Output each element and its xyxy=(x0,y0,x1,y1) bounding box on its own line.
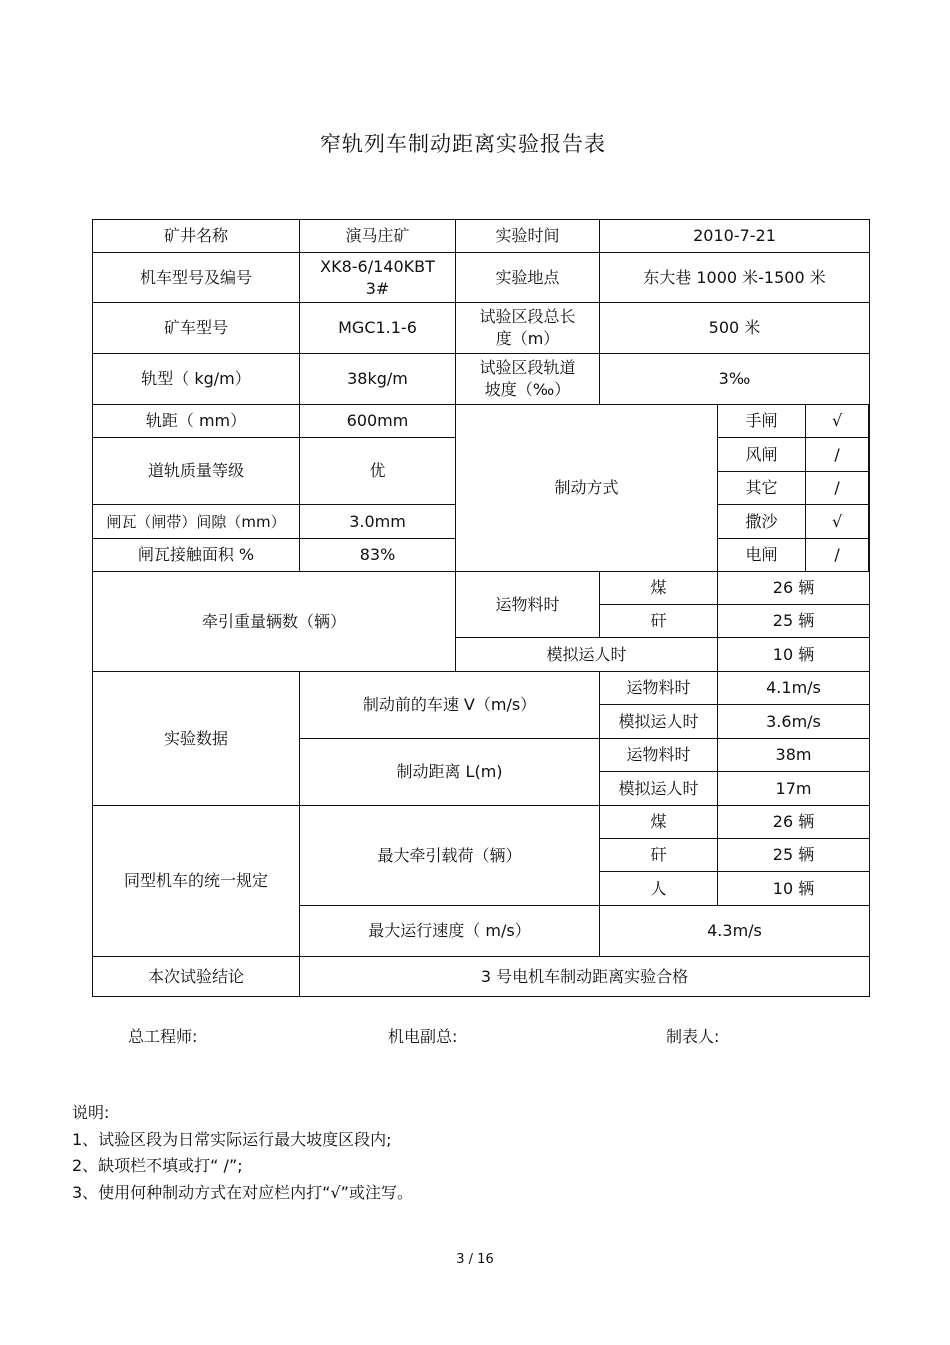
gauge-label: 轨距（ mm） xyxy=(93,405,300,438)
note-item-2: 2、缺项栏不填或打“ /”; xyxy=(72,1156,243,1175)
distance-material-label: 运物料时 xyxy=(600,739,718,772)
slope-label xyxy=(456,354,600,405)
test-location-value: 东大巷 1000 米-1500 米 xyxy=(600,253,870,303)
slope-label-line1: 试验区段轨道 xyxy=(479,358,576,377)
speed-label: 制动前的车速 V（m/s） xyxy=(300,672,600,739)
chief-engineer-signature: 总工程师: xyxy=(128,1027,198,1046)
brake-method-label: 制动方式 xyxy=(456,405,718,572)
brake-air-label: 风闸 xyxy=(718,438,806,472)
max-load-label: 最大牵引载荷（辆） xyxy=(300,806,600,906)
brake-sand-label: 撒沙 xyxy=(718,505,806,539)
traction-people-value: 10 辆 xyxy=(718,638,870,672)
speed-material-value: 4.1m/s xyxy=(718,672,870,705)
brake-electric-mark: / xyxy=(806,539,869,572)
rules-label: 同型机车的统一规定 xyxy=(93,806,300,957)
brake-hand-label: 手闸 xyxy=(718,405,806,438)
brake-electric-label: 电闸 xyxy=(718,539,806,572)
speed-material-label: 运物料时 xyxy=(600,672,718,705)
car-model-value: MGC1.1-6 xyxy=(300,303,456,354)
slope-value: 3‰ xyxy=(600,354,870,405)
report-table-lower xyxy=(92,571,870,997)
track-quality-label: 道轨质量等级 xyxy=(93,438,300,505)
max-gangue-label: 矸 xyxy=(600,839,718,872)
traction-coal-label: 煤 xyxy=(600,572,718,605)
max-speed-value: 4.3m/s xyxy=(600,906,870,957)
distance-people-value: 17m xyxy=(718,772,870,806)
brake-other-mark: / xyxy=(806,472,869,505)
test-location-label: 实验地点 xyxy=(456,253,600,303)
speed-people-label: 模拟运人时 xyxy=(600,705,718,739)
test-time-label: 实验时间 xyxy=(456,220,600,253)
note-item-3: 3、使用何种制动方式在对应栏内打“√”或注写。 xyxy=(72,1182,413,1202)
test-data-label: 实验数据 xyxy=(93,672,300,806)
gauge-value: 600mm xyxy=(300,405,456,438)
max-people-value: 10 辆 xyxy=(718,872,870,906)
traction-label: 牵引重量辆数（辆） xyxy=(93,572,456,672)
distance-label: 制动距离 L(m) xyxy=(300,739,600,806)
loco-model-line2: 3# xyxy=(365,278,390,298)
loco-model-label: 机车型号及编号 xyxy=(93,253,300,303)
preparer-signature: 制表人: xyxy=(666,1027,720,1046)
traction-gangue-value: 25 辆 xyxy=(718,605,870,638)
brake-options-table xyxy=(717,404,869,572)
note-item-1: 1、试验区段为日常实际运行最大坡度区段内; xyxy=(72,1129,392,1149)
brake-air-mark: / xyxy=(806,438,869,472)
mech-deputy-signature: 机电副总: xyxy=(388,1027,458,1046)
speed-people-value: 3.6m/s xyxy=(718,705,870,739)
mine-name-label: 矿井名称 xyxy=(93,220,300,253)
car-model-label: 矿车型号 xyxy=(93,303,300,354)
max-coal-value: 26 辆 xyxy=(718,806,870,839)
section-length-value: 500 米 xyxy=(600,303,870,354)
notes-heading: 说明: xyxy=(72,1103,110,1122)
traction-material-label: 运物料时 xyxy=(456,572,600,638)
loco-model-value xyxy=(300,253,456,303)
distance-material-value: 38m xyxy=(718,739,870,772)
contact-area-value: 83% xyxy=(300,539,456,572)
track-quality-value: 优 xyxy=(300,438,456,505)
shoe-gap-label: 闸瓦（闸带）间隙（mm） xyxy=(93,505,300,539)
distance-people-label: 模拟运人时 xyxy=(600,772,718,806)
shoe-gap-value: 3.0mm xyxy=(300,505,456,539)
rail-type-value: 38kg/m xyxy=(300,354,456,405)
brake-other-label: 其它 xyxy=(718,472,806,505)
traction-people-label: 模拟运人时 xyxy=(456,638,718,672)
rail-type-label: 轨型（ kg/m） xyxy=(93,354,300,405)
max-speed-label: 最大运行速度（ m/s） xyxy=(300,906,600,957)
conclusion-value: 3 号电机车制动距离实验合格 xyxy=(300,957,870,997)
traction-gangue-label: 矸 xyxy=(600,605,718,638)
loco-model-line1: XK8-6/140KBT xyxy=(320,256,435,276)
max-gangue-value: 25 辆 xyxy=(718,839,870,872)
section-length-label-line2: 度（m） xyxy=(495,329,560,348)
slope-label-line2: 坡度（‰） xyxy=(484,380,571,399)
traction-coal-value: 26 辆 xyxy=(718,572,870,605)
brake-sand-mark: √ xyxy=(806,505,869,539)
test-time-value: 2010-7-21 xyxy=(600,220,870,253)
conclusion-label: 本次试验结论 xyxy=(93,957,300,997)
page-title: 窄轨列车制动距离实验报告表 xyxy=(320,132,606,156)
contact-area-label: 闸瓦接触面积 % xyxy=(93,539,300,572)
max-coal-label: 煤 xyxy=(600,806,718,839)
max-people-label: 人 xyxy=(600,872,718,906)
mine-name-value: 演马庄矿 xyxy=(300,220,456,253)
brake-hand-mark: √ xyxy=(806,405,869,438)
section-length-label-line1: 试验区段总长 xyxy=(479,307,576,326)
page-number: 3 / 16 xyxy=(456,1252,494,1267)
notes xyxy=(72,1100,413,1206)
section-length-label xyxy=(456,303,600,354)
